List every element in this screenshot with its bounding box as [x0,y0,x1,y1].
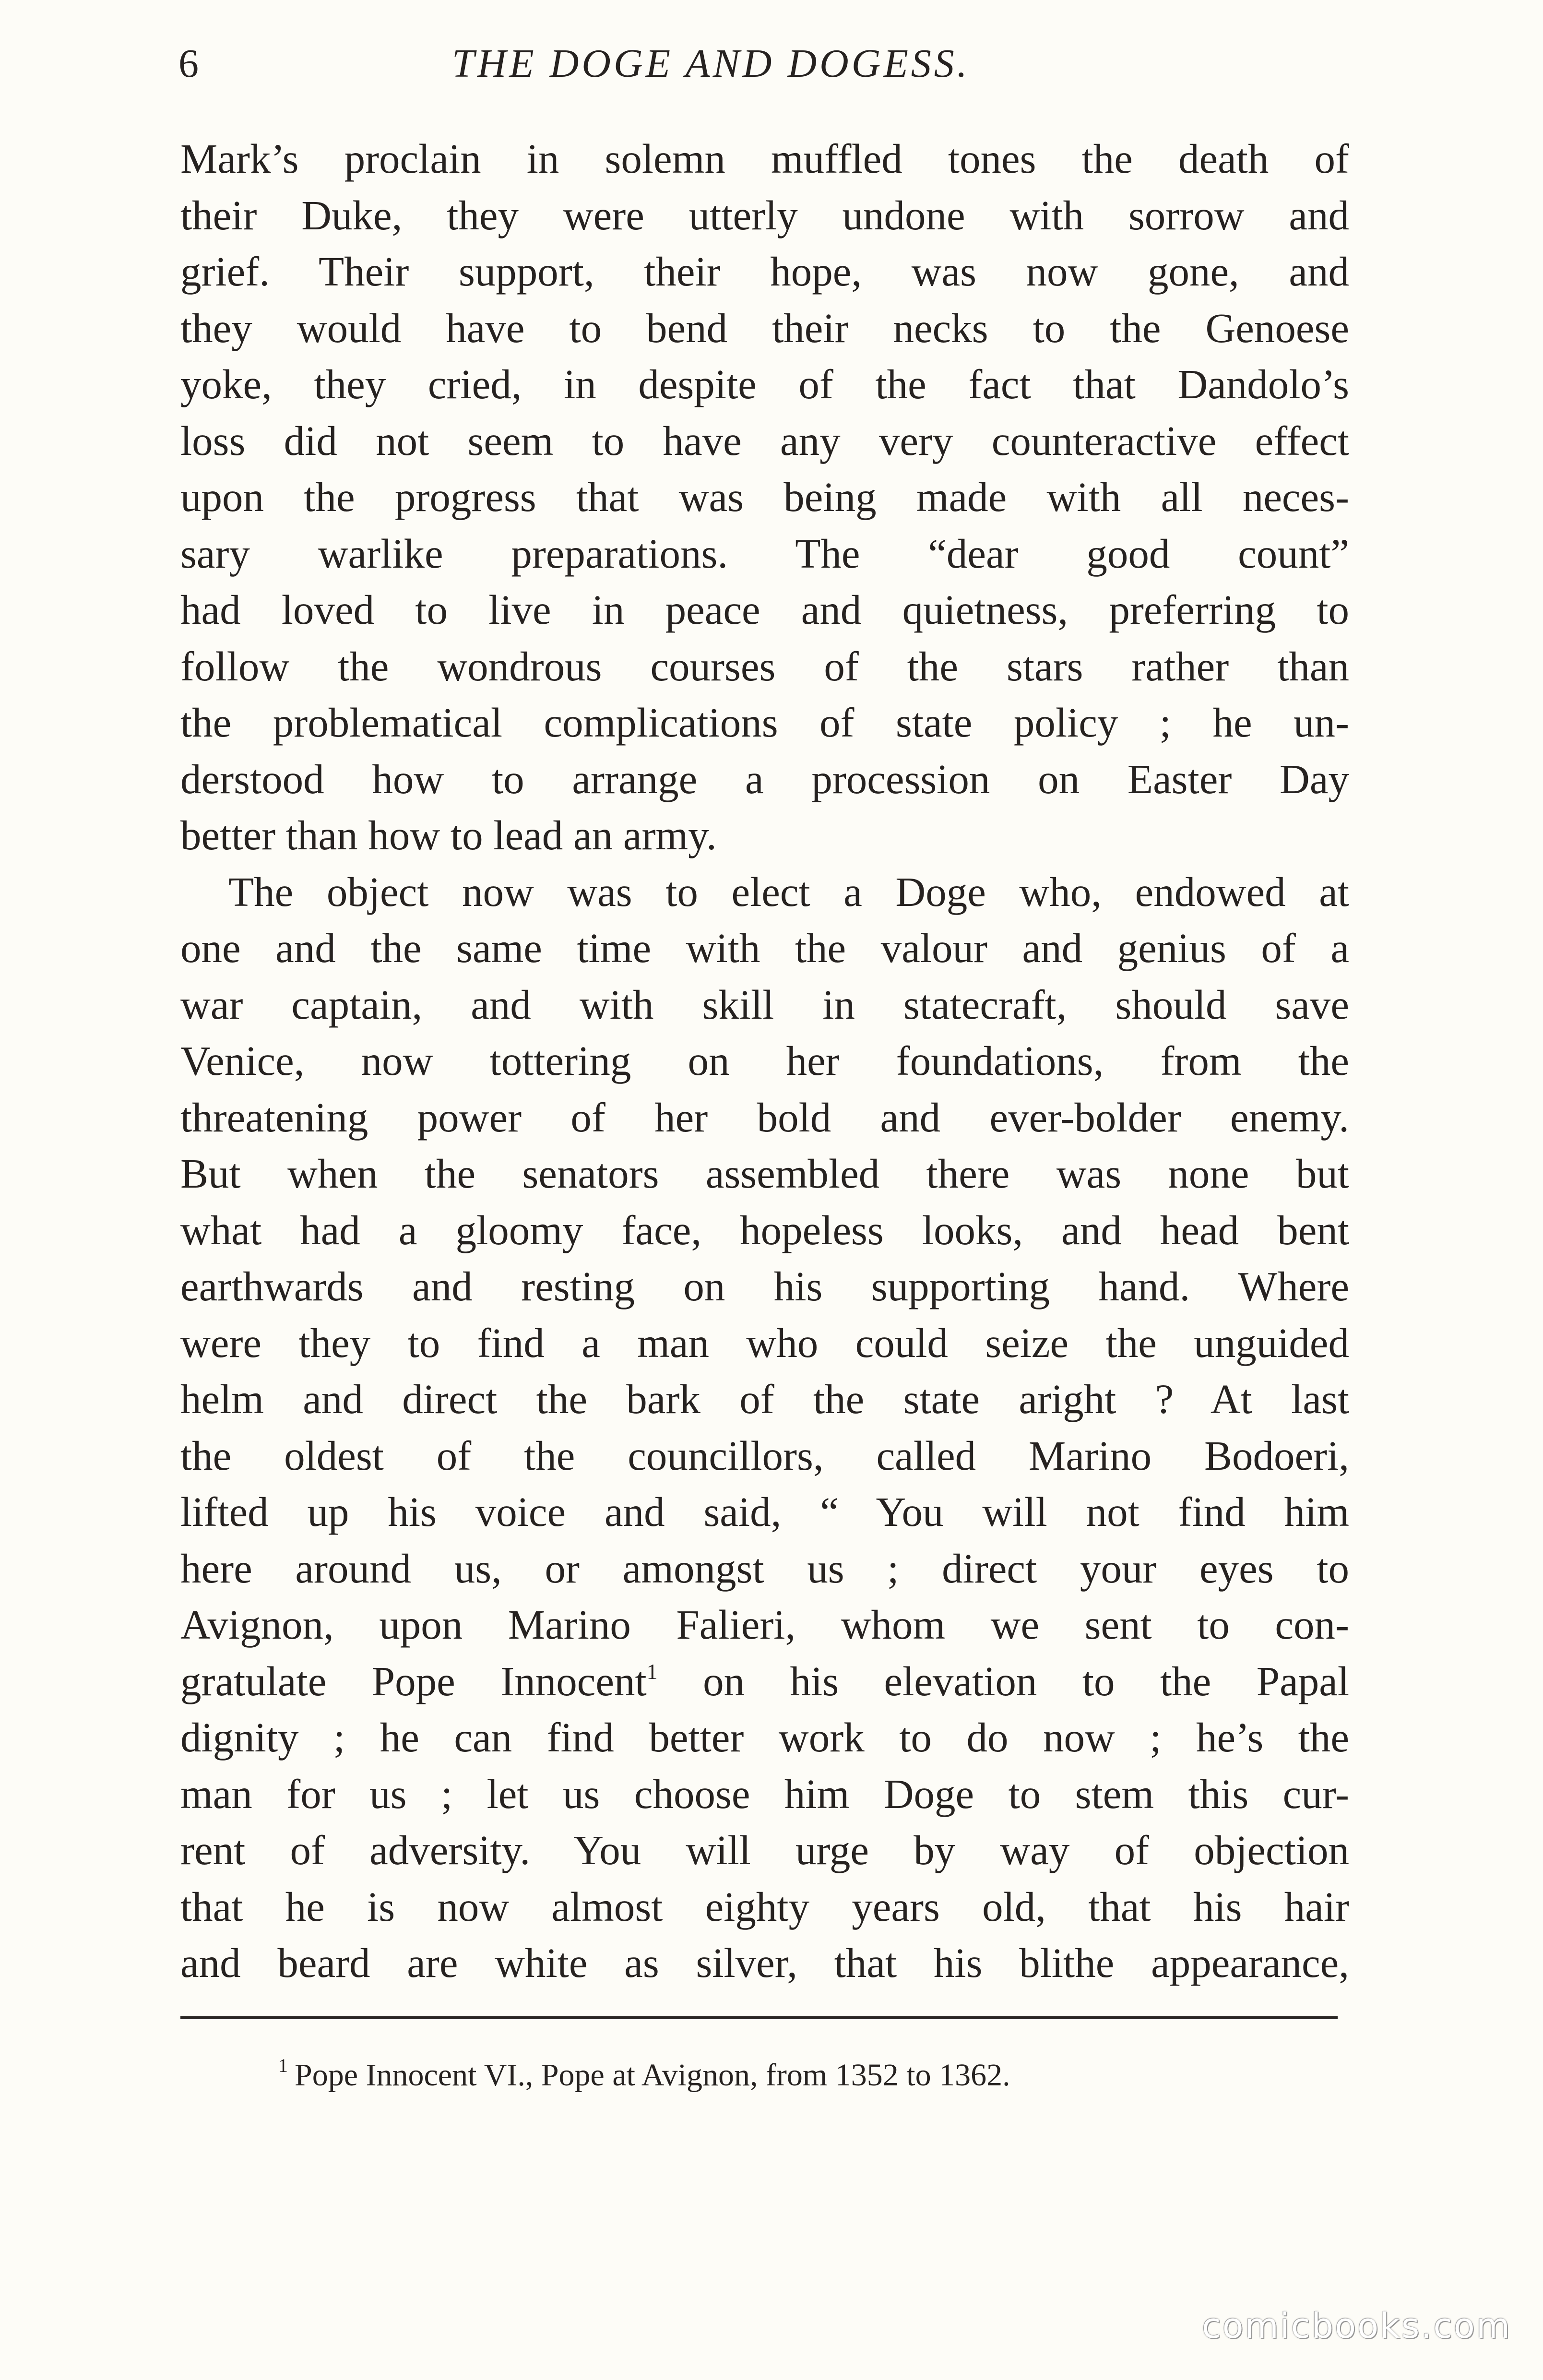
text-line: rent of adversity. You will urge by way of objection [180,1827,1349,1873]
text-line: man for us ; let us choose him Doge to stem this cur- [180,1770,1349,1817]
footnote-divider [180,2016,1338,2019]
running-title: THE DOGE AND DOGESS. [452,41,970,86]
text-line: sary warlike preparations. The “dear good count” [180,530,1349,577]
text-line: had loved to live in peace and quietness, preferring to [180,586,1349,633]
text-line: what had a gloomy face, hopeless looks, and head bent [180,1206,1349,1253]
text-line: Venice, now tottering on her foundations, from the [180,1037,1349,1084]
text-line: here around us, or amongst us ; direct your eyes to [180,1545,1349,1592]
body-text [180,131,1349,1991]
text-line-with-note [180,1653,1349,1710]
paragraph-start-line: The object now was to elect a Doge who, endowed at [228,868,1349,915]
footnote-reference[interactable]: 1 [646,1659,658,1684]
text-line: But when the senators assembled there was none but [180,1150,1349,1197]
text-line: that he is now almost eighty years old, that his hair [180,1883,1349,1930]
page-header [178,37,1349,90]
text-line: yoke, they cried, in despite of the fact that Dandolo’s [180,361,1349,407]
footnote-text: Pope Innocent VI., Pope at Avignon, from 1352 to 1362. [295,2058,1010,2093]
text-line: Avignon, upon Marino Falieri, whom we sent to con- [180,1601,1349,1648]
text-line: lifted up his voice and said, “ You will not find him [180,1488,1349,1535]
text-line: grief. Their support, their hope, was now gone, and [180,248,1349,295]
text-line: dignity ; he can find better work to do now ; he’s the [180,1714,1349,1761]
text-segment: on his elevation to the Papal [657,1657,1349,1704]
page-number: 6 [178,41,199,86]
text-line: their Duke, they were utterly undone with sorrow and [180,191,1349,238]
text-line: earthwards and resting on his supporting hand. Where [180,1263,1349,1309]
footnote [278,2051,1286,2099]
site-watermark: comicbooks.com [1201,2306,1511,2346]
text-line: follow the wondrous courses of the stars rather than [180,643,1349,690]
text-line: the problematical complications of state policy ; he un- [180,699,1349,746]
text-line: Mark’s proclain in solemn muffled tones the death of [180,135,1349,182]
text-segment: gratulate Pope Innocent [180,1657,647,1704]
text-line: one and the same time with the valour and genius of a [180,925,1349,971]
paragraph-end-line: better than how to lead an army. [180,812,717,858]
text-line: helm and direct the bark of the state aright ? At last [180,1376,1349,1422]
text-line: were they to find a man who could seize the unguided [180,1319,1349,1366]
text-line: they would have to bend their necks to the Genoese [180,304,1349,351]
text-line: upon the progress that was being made with all neces- [180,474,1349,520]
text-line: the oldest of the councillors, called Marino Bodoeri, [180,1432,1349,1479]
footnote-marker: 1 [278,2055,288,2076]
text-line: war captain, and with skill in statecraft, should save [180,981,1349,1028]
text-line: threatening power of her bold and ever-bolder enemy. [180,1094,1349,1141]
text-line: derstood how to arrange a procession on Easter Day [180,755,1349,802]
text-line: loss did not seem to have any very counteractive effect [180,417,1349,464]
text-line: and beard are white as silver, that his blithe appearance, [180,1940,1349,1986]
